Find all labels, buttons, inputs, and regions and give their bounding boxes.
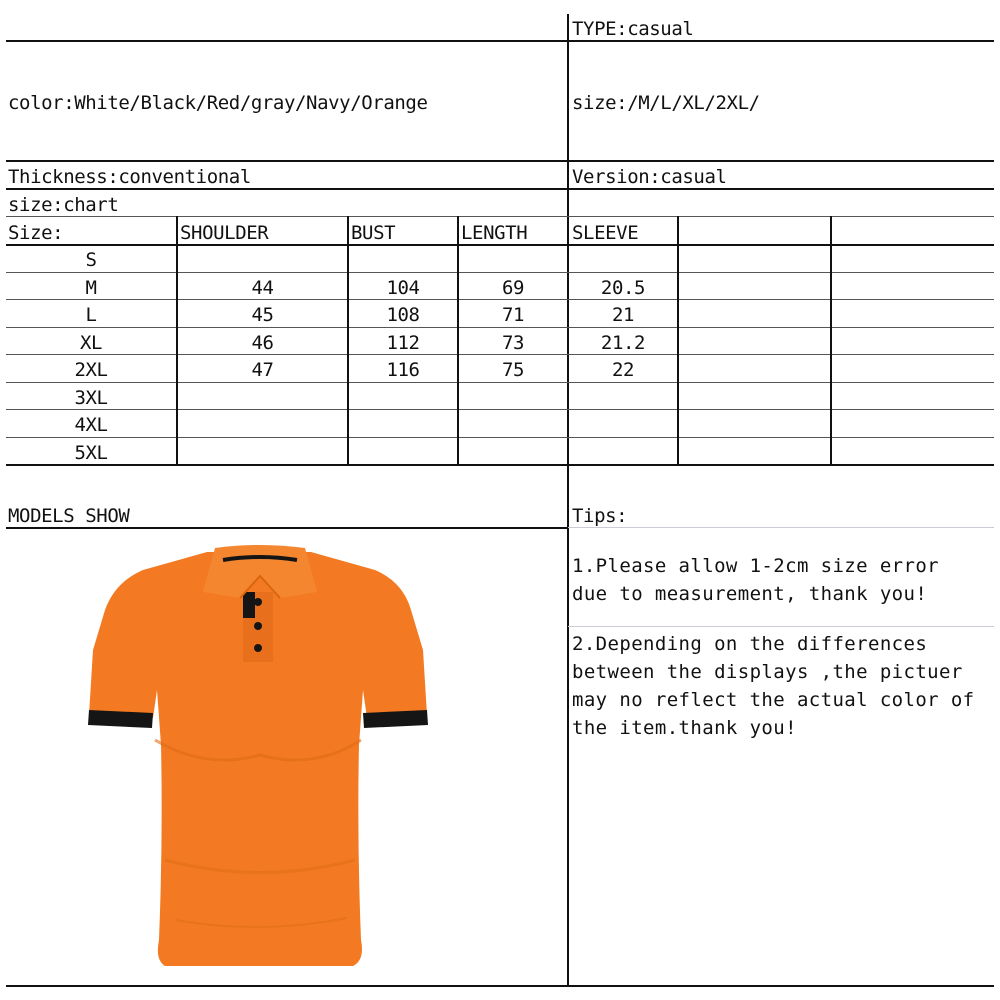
header-sleeve: SLEEVE (572, 222, 639, 244)
header-shoulder: SHOULDER (180, 222, 269, 244)
version-label: Version:casual (572, 166, 727, 188)
cell-size: 5XL (74, 442, 108, 464)
header-bust: BUST (351, 222, 396, 244)
cell-shoulder: 44 (251, 277, 274, 299)
cell-shoulder: 47 (251, 359, 274, 381)
color-label: color:White/Black/Red/gray/Navy/Orange (8, 92, 428, 114)
thickness-label: Thickness:conventional (8, 166, 251, 188)
cell-length: 75 (501, 359, 525, 381)
cell-length: 73 (501, 332, 525, 354)
cell-size: 4XL (74, 414, 108, 436)
cell-shoulder: 46 (251, 332, 274, 354)
tip-2-line-3: may no reflect the actual color of (572, 689, 975, 711)
cell-sleeve: 20.5 (600, 277, 646, 299)
tip-2-line-1: 2.Depending on the differences (572, 633, 928, 655)
cell-bust: 112 (386, 332, 420, 354)
tip-1-line-1: 1.Please allow 1-2cm size error (572, 555, 940, 577)
cell-size: S (85, 249, 97, 271)
cell-sleeve: 22 (611, 359, 635, 381)
cell-length: 69 (501, 277, 525, 299)
cell-shoulder: 45 (251, 304, 274, 326)
header-length: LENGTH (461, 222, 528, 244)
cell-bust: 108 (386, 304, 420, 326)
tips-label: Tips: (572, 505, 628, 527)
cell-size: 3XL (74, 387, 108, 409)
cell-bust: 104 (386, 277, 420, 299)
cell-size: M (85, 277, 97, 299)
models-show-label: MODELS SHOW (8, 505, 130, 527)
cell-size: 2XL (74, 359, 108, 381)
cell-bust: 116 (386, 359, 420, 381)
cell-size: L (85, 304, 97, 326)
tip-1-line-2: due to measurement, thank you! (572, 583, 928, 605)
tip-2-line-4: the item.thank you! (572, 717, 797, 739)
cell-sleeve: 21.2 (600, 332, 646, 354)
cell-size: XL (79, 332, 103, 354)
size-options-label: size:/M/L/XL/2XL/ (572, 92, 760, 114)
type-label: TYPE:casual (572, 18, 694, 40)
header-size: Size: (8, 222, 64, 244)
size-chart-title: size:chart (8, 194, 119, 216)
orange-polo-shirt-image (85, 540, 430, 972)
cell-sleeve: 21 (611, 304, 635, 326)
tip-2-line-2: between the displays ,the pictuer (572, 661, 963, 683)
cell-length: 71 (501, 304, 525, 326)
